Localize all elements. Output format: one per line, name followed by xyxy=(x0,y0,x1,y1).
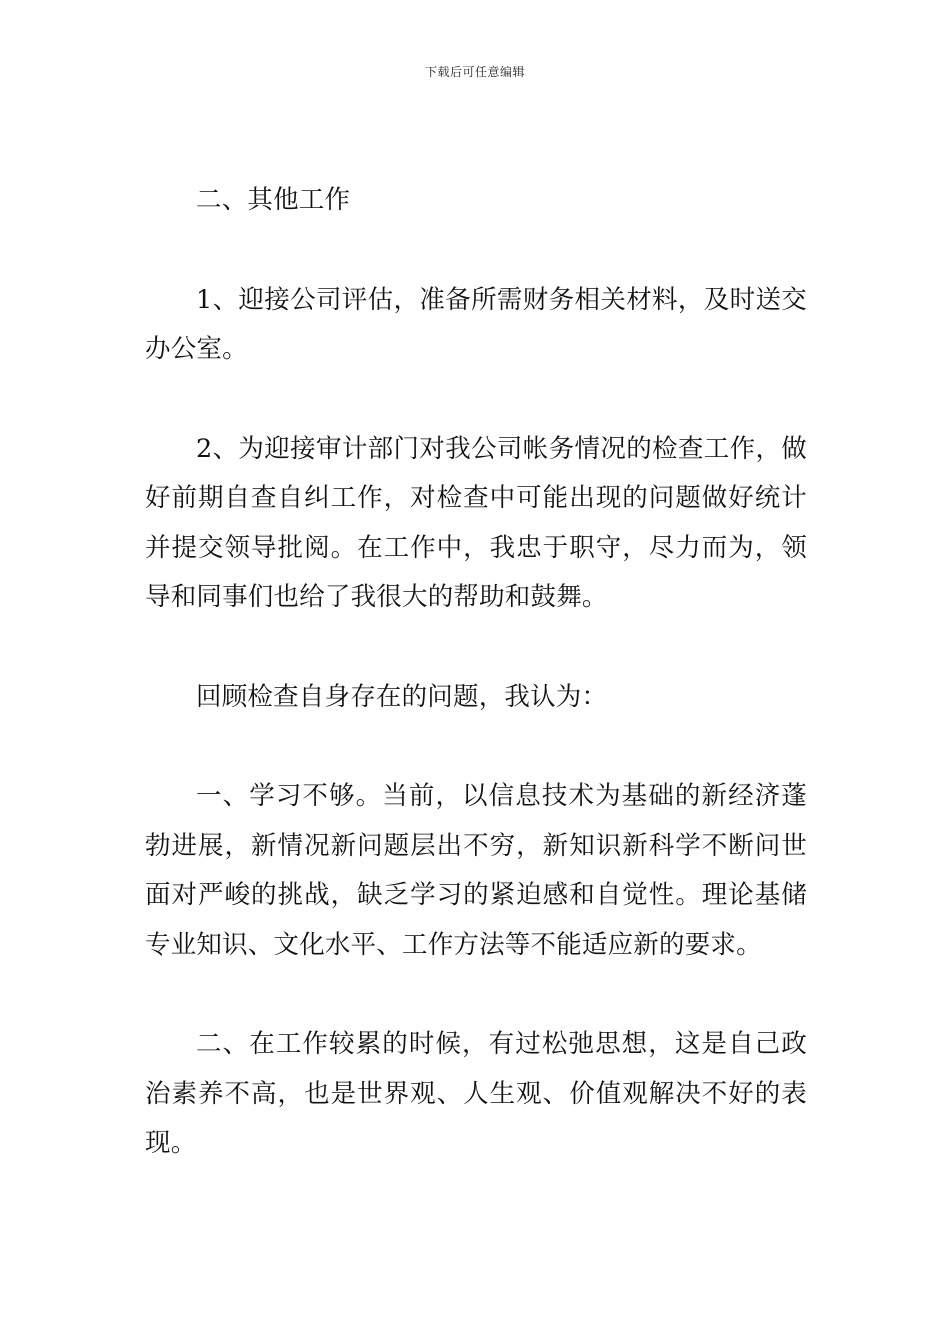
paragraph-item-2: 2、为迎接审计部门对我公司帐务情况的检查工作，做好前期自查自纠工作，对检查中可能出现的问题做好统计并提交领导批阅。在工作中，我忠于职守，尽力而为，领导和同事们也给了我很大的帮助和鼓舞。 xyxy=(145,433,807,612)
paragraph-problem-1: 一、学习不够。当前，以信息技术为基础的新经济蓬勃进展，新情况新问题层出不穷，新知识新科学不断问世面对严峻的挑战，缺乏学习的紧迫感和自觉性。理论基储专业知识、文化水平、工作方法等不能适应新的要求。 xyxy=(145,781,807,960)
paragraph-item-1: 1、迎接公司评估，准备所需财务相关材料，及时送交办公室。 xyxy=(145,284,807,364)
document-body xyxy=(145,176,807,1169)
paragraph-review-intro: 回顾检查自身存在的问题，我认为： xyxy=(196,681,608,712)
paragraph-spacer xyxy=(145,375,807,425)
section-heading-other-work: 二、其他工作 xyxy=(196,185,351,215)
paragraph-spacer xyxy=(145,226,807,276)
paragraph-problem-2: 二、在工作较累的时候，有过松弛思想，这是自己政治素养不高，也是世界观、人生观、价值观解决不好的表现。 xyxy=(145,1029,807,1158)
paragraph-spacer xyxy=(145,970,807,1020)
paragraph-spacer xyxy=(145,722,807,772)
paragraph-spacer xyxy=(145,623,807,673)
header-note: 下载后可任意编辑 xyxy=(424,65,525,79)
